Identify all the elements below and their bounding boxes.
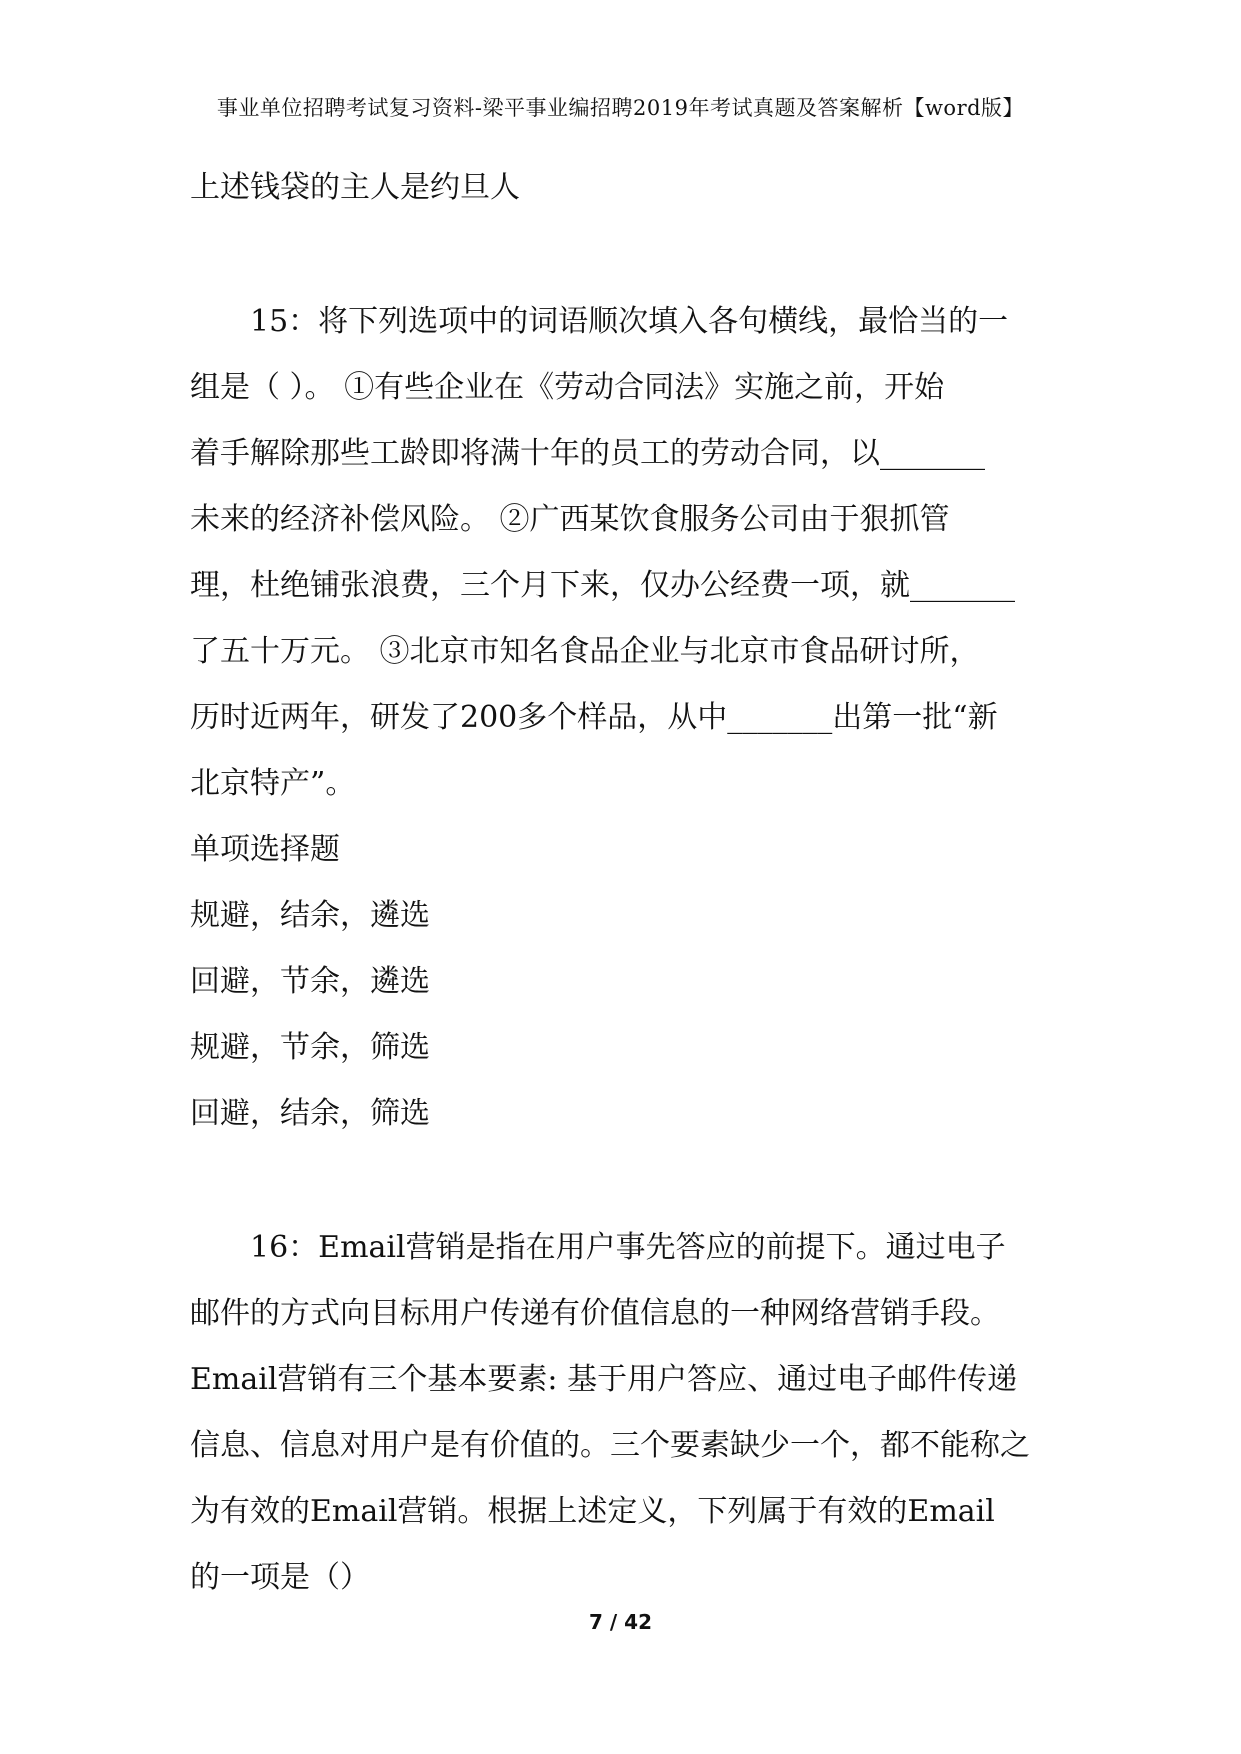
question-16-line-3: Email营销有三个基本要素: 基于用户答应、通过电子邮件传递 (190, 1362, 1018, 1397)
paragraph-gap (190, 1147, 1060, 1215)
question-16-line-1: 16：Email营销是指在用户事先答应的前提下。通过电子 (250, 1230, 1006, 1265)
question-15-line-3: 着手解除那些工龄即将满十年的员工的劳动合同，以_______ (190, 436, 985, 471)
question-16-line-2: 邮件的方式向目标用户传递有价值信息的一种网络营销手段。 (190, 1296, 1000, 1331)
question-15-line-7: 历时近两年，研发了200多个样品，从中_______出第一批“新 (190, 700, 998, 735)
answer-option-a: 规避，结余，遴选 (190, 898, 430, 933)
question-15-line-8: 北京特产”。 (190, 766, 356, 801)
page-number: 7 / 42 (589, 1610, 652, 1634)
previous-answer: 上述钱袋的主人是约旦人 (190, 170, 520, 205)
answer-option-c: 规避，节余，筛选 (190, 1030, 430, 1065)
question-16 (190, 1215, 1060, 1611)
question-15-line-4: 未来的经济补偿风险。 ②广西某饮食服务公司由于狠抓管 (190, 502, 950, 537)
question-15-line-5: 理，杜绝铺张浪费，三个月下来，仅办公经费一项，就_______ (190, 568, 1015, 603)
question-16-line-6: 的一项是（） (190, 1560, 370, 1595)
question-15-line-2: 组是（ ）。 ①有些企业在《劳动合同法》实施之前，开始 (190, 370, 945, 405)
paragraph-gap (190, 221, 1060, 289)
question-15-line-6: 了五十万元。 ③北京市知名食品企业与北京市食品研讨所， (190, 634, 980, 669)
answer-option-d: 回避，结余，筛选 (190, 1096, 430, 1131)
question-15-line-1: 15：将下列选项中的词语顺次填入各句横线，最恰当的一 (250, 304, 1009, 339)
question-16-line-4: 信息、信息对用户是有价值的。三个要素缺少一个，都不能称之 (190, 1428, 1030, 1463)
question-16-line-5: 为有效的Email营销。根据上述定义，下列属于有效的Email (190, 1494, 995, 1529)
answer-option-b: 回避，节余，遴选 (190, 964, 430, 999)
page-content (190, 155, 1060, 1611)
question-type-label: 单项选择题 (190, 832, 340, 867)
page-header: 事业单位招聘考试复习资料-梁平事业编招聘2019年考试真题及答案解析【word版】 (216, 96, 1025, 120)
question-15 (190, 289, 1060, 1147)
